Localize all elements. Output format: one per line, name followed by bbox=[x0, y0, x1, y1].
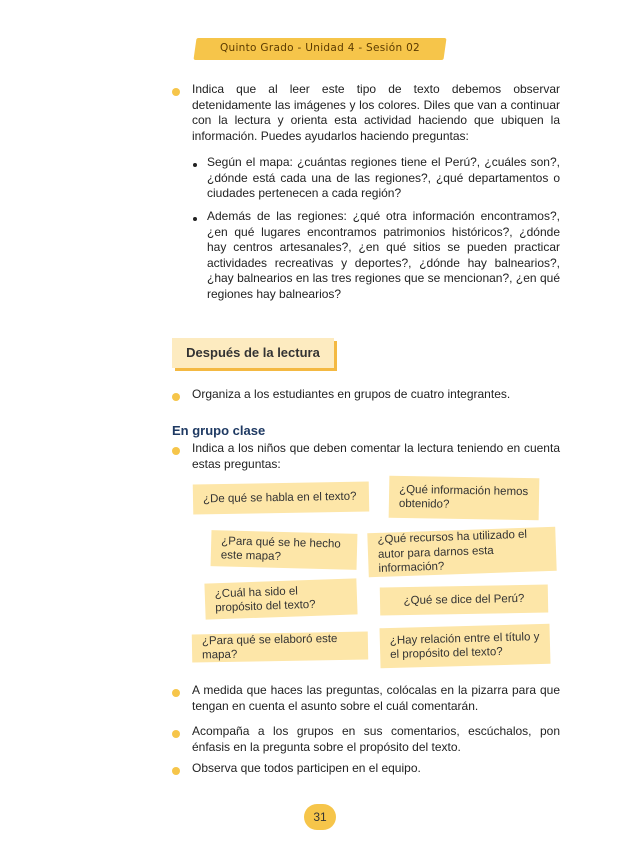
question-card: ¿Cuál ha sido el propósito del texto? bbox=[204, 578, 357, 619]
header-label: Quinto Grado - Unidad 4 - Sesión 02 bbox=[219, 42, 421, 54]
list-bullet bbox=[193, 217, 197, 221]
question-card: ¿De qué se habla en el texto? bbox=[193, 481, 369, 514]
intro-bullet-1: Según el mapa: ¿cuántas regiones tiene el Perú?, ¿cuáles son?, ¿dónde está cada una de las regiones?, ¿qué departamentos o ciudades pertenecen a cada región? bbox=[207, 155, 560, 200]
group-paragraph: Indica a los niños que deben comentar la lectura teniendo en cuenta estas preguntas: bbox=[192, 441, 560, 471]
bullet-dot bbox=[172, 447, 180, 455]
list-bullet bbox=[193, 163, 197, 167]
question-card: ¿Qué se dice del Perú? bbox=[380, 585, 548, 616]
organize-paragraph: Organiza a los estudiantes en grupos de cuatro integrantes. bbox=[192, 387, 511, 401]
intro-paragraph: Indica que al leer este tipo de texto debemos observar detenidamente las imágenes y los colores. Diles que van a continuar con la lectura y orienta esta actividad haciendo que ubiquen la información. Puedes ayudarlos haciendo preguntas: bbox=[192, 82, 560, 143]
bullet-dot bbox=[172, 689, 180, 697]
closing-paragraph-1: A medida que haces las preguntas, colócalas en la pizarra para que tengan en cuenta el asunto sobre el cuál comentarán. bbox=[192, 683, 560, 713]
intro-bullet-2: Además de las regiones: ¿qué otra información encontramos?, ¿en qué lugares encontramos patrimonios históricos?, ¿dónde hay centros artesanales?, ¿en qué sitios se pueden practicar actividades recreativas y deportes?, ¿dónde hay balnearios?, ¿hay balnearios en las tres regiones que se mencionan?, ¿en qué regiones hay balnearios? bbox=[207, 209, 560, 301]
page-number: 31 bbox=[304, 804, 336, 830]
bullet-dot bbox=[172, 88, 180, 96]
group-heading: En grupo clase bbox=[172, 423, 266, 438]
closing-paragraph-2: Acompaña a los grupos en sus comentarios, escúchalos, pon énfasis en la pregunta sobre el propósito del texto. bbox=[192, 724, 560, 754]
bullet-dot bbox=[172, 730, 180, 738]
section-title: Después de la lectura bbox=[186, 345, 320, 360]
question-card: ¿Hay relación entre el título y el propósito del texto? bbox=[380, 624, 551, 668]
bullet-dot bbox=[172, 767, 180, 775]
question-card: ¿Qué recursos ha utilizado el autor para darnos esta información? bbox=[367, 527, 556, 578]
closing-paragraph-3: Observa que todos participen en el equipo. bbox=[192, 761, 421, 775]
question-card: ¿Para qué se elaboró este mapa? bbox=[192, 631, 368, 662]
question-card: ¿Qué información hemos obtenido? bbox=[389, 476, 540, 521]
question-card: ¿Para qué se he hecho este mapa? bbox=[211, 530, 358, 570]
bullet-dot bbox=[172, 393, 180, 401]
